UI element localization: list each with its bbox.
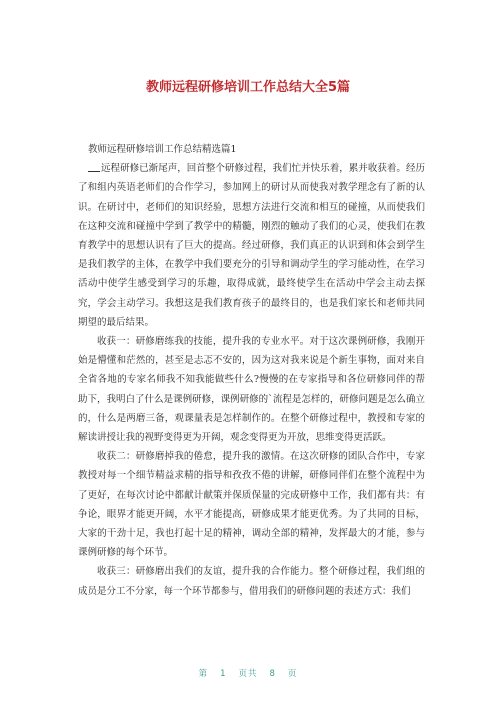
footer-prefix: 第	[198, 669, 209, 679]
footer-suffix: 页	[287, 669, 298, 679]
paragraph-1-text: 远程研修已渐尾声，回首整个研修过程，我们忙并快乐着，累并收获着。经历了和组内英语老师们的合作学习，参加网上的研讨从而使我对教学理念有了新的认识。在研讨中，老师们的知识经验，思想方法进行交流和相互的碰撞，从而使我们在这种交流和碰撞中学到了教学中的精髓，刚烈的触动了我们的心灵，使我们在教育教学中的思想认识有了巨大的提高。经过研修，我们真正的认识到和体会到学生是我们教学的主体，在教学中我们要充分的引导和调动学生的学习能动性，在学习活动中使学生感受到学习的乐趣，取得成就，最终使学生在活动中学会主动去探究，学会主动学习。我想这是我们教育孩子的最终目的，也是我们家长和老师共同期望的最后结果。	[78, 163, 425, 328]
document-title: 教师远程研修培训工作总结大全5篇	[145, 80, 351, 95]
paragraph-3: 收获二：研修磨掉我的倦怠，提升我的激情。在这次研修的团队合作中，专家教授对每一个细节精益求精的指导和孜孜不倦的讲解，研修同伴们在整个流程中为了更好，在每次讨论中都献计献策并保质保量的完成研修中工作，我们都有共：有争论，眼界才能更开阔，水平才能提高，研修成果才能更优秀。为了共同的目标，大家的干劲十足，我也打起十足的精神，调动全部的精神，发挥最大的才能，参与课例研修的每个环节。	[78, 451, 425, 559]
section-heading: 教师远程研修培训工作总结精选篇1	[88, 144, 237, 155]
footer-page: 1	[220, 669, 227, 679]
underline-mark	[88, 161, 100, 172]
paragraph-2: 收获一：研修磨练我的技能，提升我的专业水平。对于这次课例研修，我刚开始是懵懂和茫然的，甚至是忐忑不安的，因为这对我来说是个新生事物，面对来自全省各地的专家名师我不知我能做些什么?慢慢的在专家指导和各位研修同伴的帮助下，我明白了什么是课例研修，课例研修的`流程是怎样的，研修问题是怎么确立的，什么是两磨三备，观课量表是怎样制作的。在整个研修过程中，教授和专家的解读讲授让我的视野变得更为开阔，观念变得更为开放，思维变得更活跃。	[78, 336, 425, 444]
page-footer	[0, 667, 496, 679]
footer-sep: 页共	[238, 669, 258, 679]
footer-total: 8	[269, 669, 276, 679]
paragraph-4: 收获三：研修磨出我们的友谊，提升我的合作能力。整个研修过程，我们组的成员是分工不分家，每一个环节都参与，借用我们的研修问题的表述方式：我们	[78, 566, 425, 597]
paragraph-1	[78, 159, 425, 332]
document-body	[78, 140, 425, 601]
